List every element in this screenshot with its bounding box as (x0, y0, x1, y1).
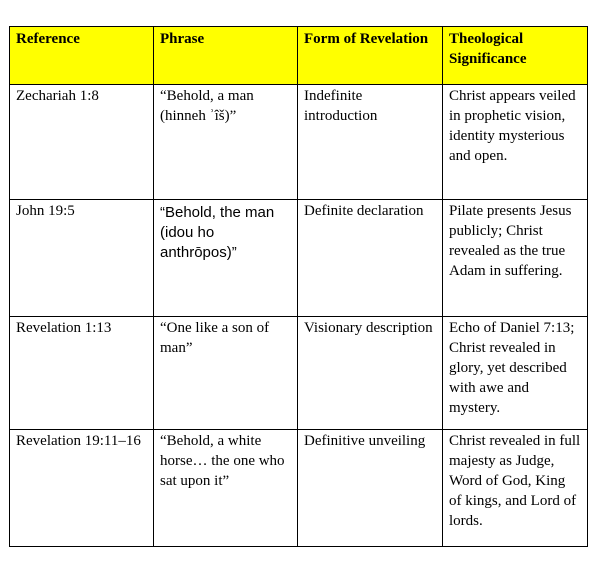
reference-cell: Revelation 19:11–16 (10, 430, 154, 547)
significance-cell: Christ appears veiled in prophetic vision, identity mysterious and open. (443, 85, 588, 200)
significance-cell: Pilate presents Jesus publicly; Christ revealed as the true Adam in suffering. (443, 200, 588, 317)
header-reference: Reference (10, 27, 154, 85)
phrase-cell: “One like a son of man” (154, 317, 298, 430)
significance-cell: Christ revealed in full majesty as Judge, Word of God, King of kings, and Lord of lords. (443, 430, 588, 547)
reference-cell: Zechariah 1:8 (10, 85, 154, 200)
form-cell: Visionary description (298, 317, 443, 430)
table-row (10, 200, 588, 317)
form-cell: Indefinite introduction (298, 85, 443, 200)
reference-cell: Revelation 1:13 (10, 317, 154, 430)
header-phrase: Phrase (154, 27, 298, 85)
reference-cell: John 19:5 (10, 200, 154, 317)
table-header-row (10, 27, 588, 85)
phrase-cell: “Behold, the man (idou ho anthrōpos)” (154, 200, 298, 317)
phrase-cell: “Behold, a man (hinneh ʾîš)” (154, 85, 298, 200)
header-theological-significance: Theological Significance (443, 27, 588, 85)
form-cell: Definitive unveiling (298, 430, 443, 547)
theology-table (9, 26, 588, 547)
table-row (10, 430, 588, 547)
table-row (10, 85, 588, 200)
significance-cell: Echo of Daniel 7:13; Christ revealed in glory, yet described with awe and mystery. (443, 317, 588, 430)
table-row (10, 317, 588, 430)
phrase-cell: “Behold, a white horse… the one who sat upon it” (154, 430, 298, 547)
header-form-of-revelation: Form of Revelation (298, 27, 443, 85)
form-cell: Definite declaration (298, 200, 443, 317)
